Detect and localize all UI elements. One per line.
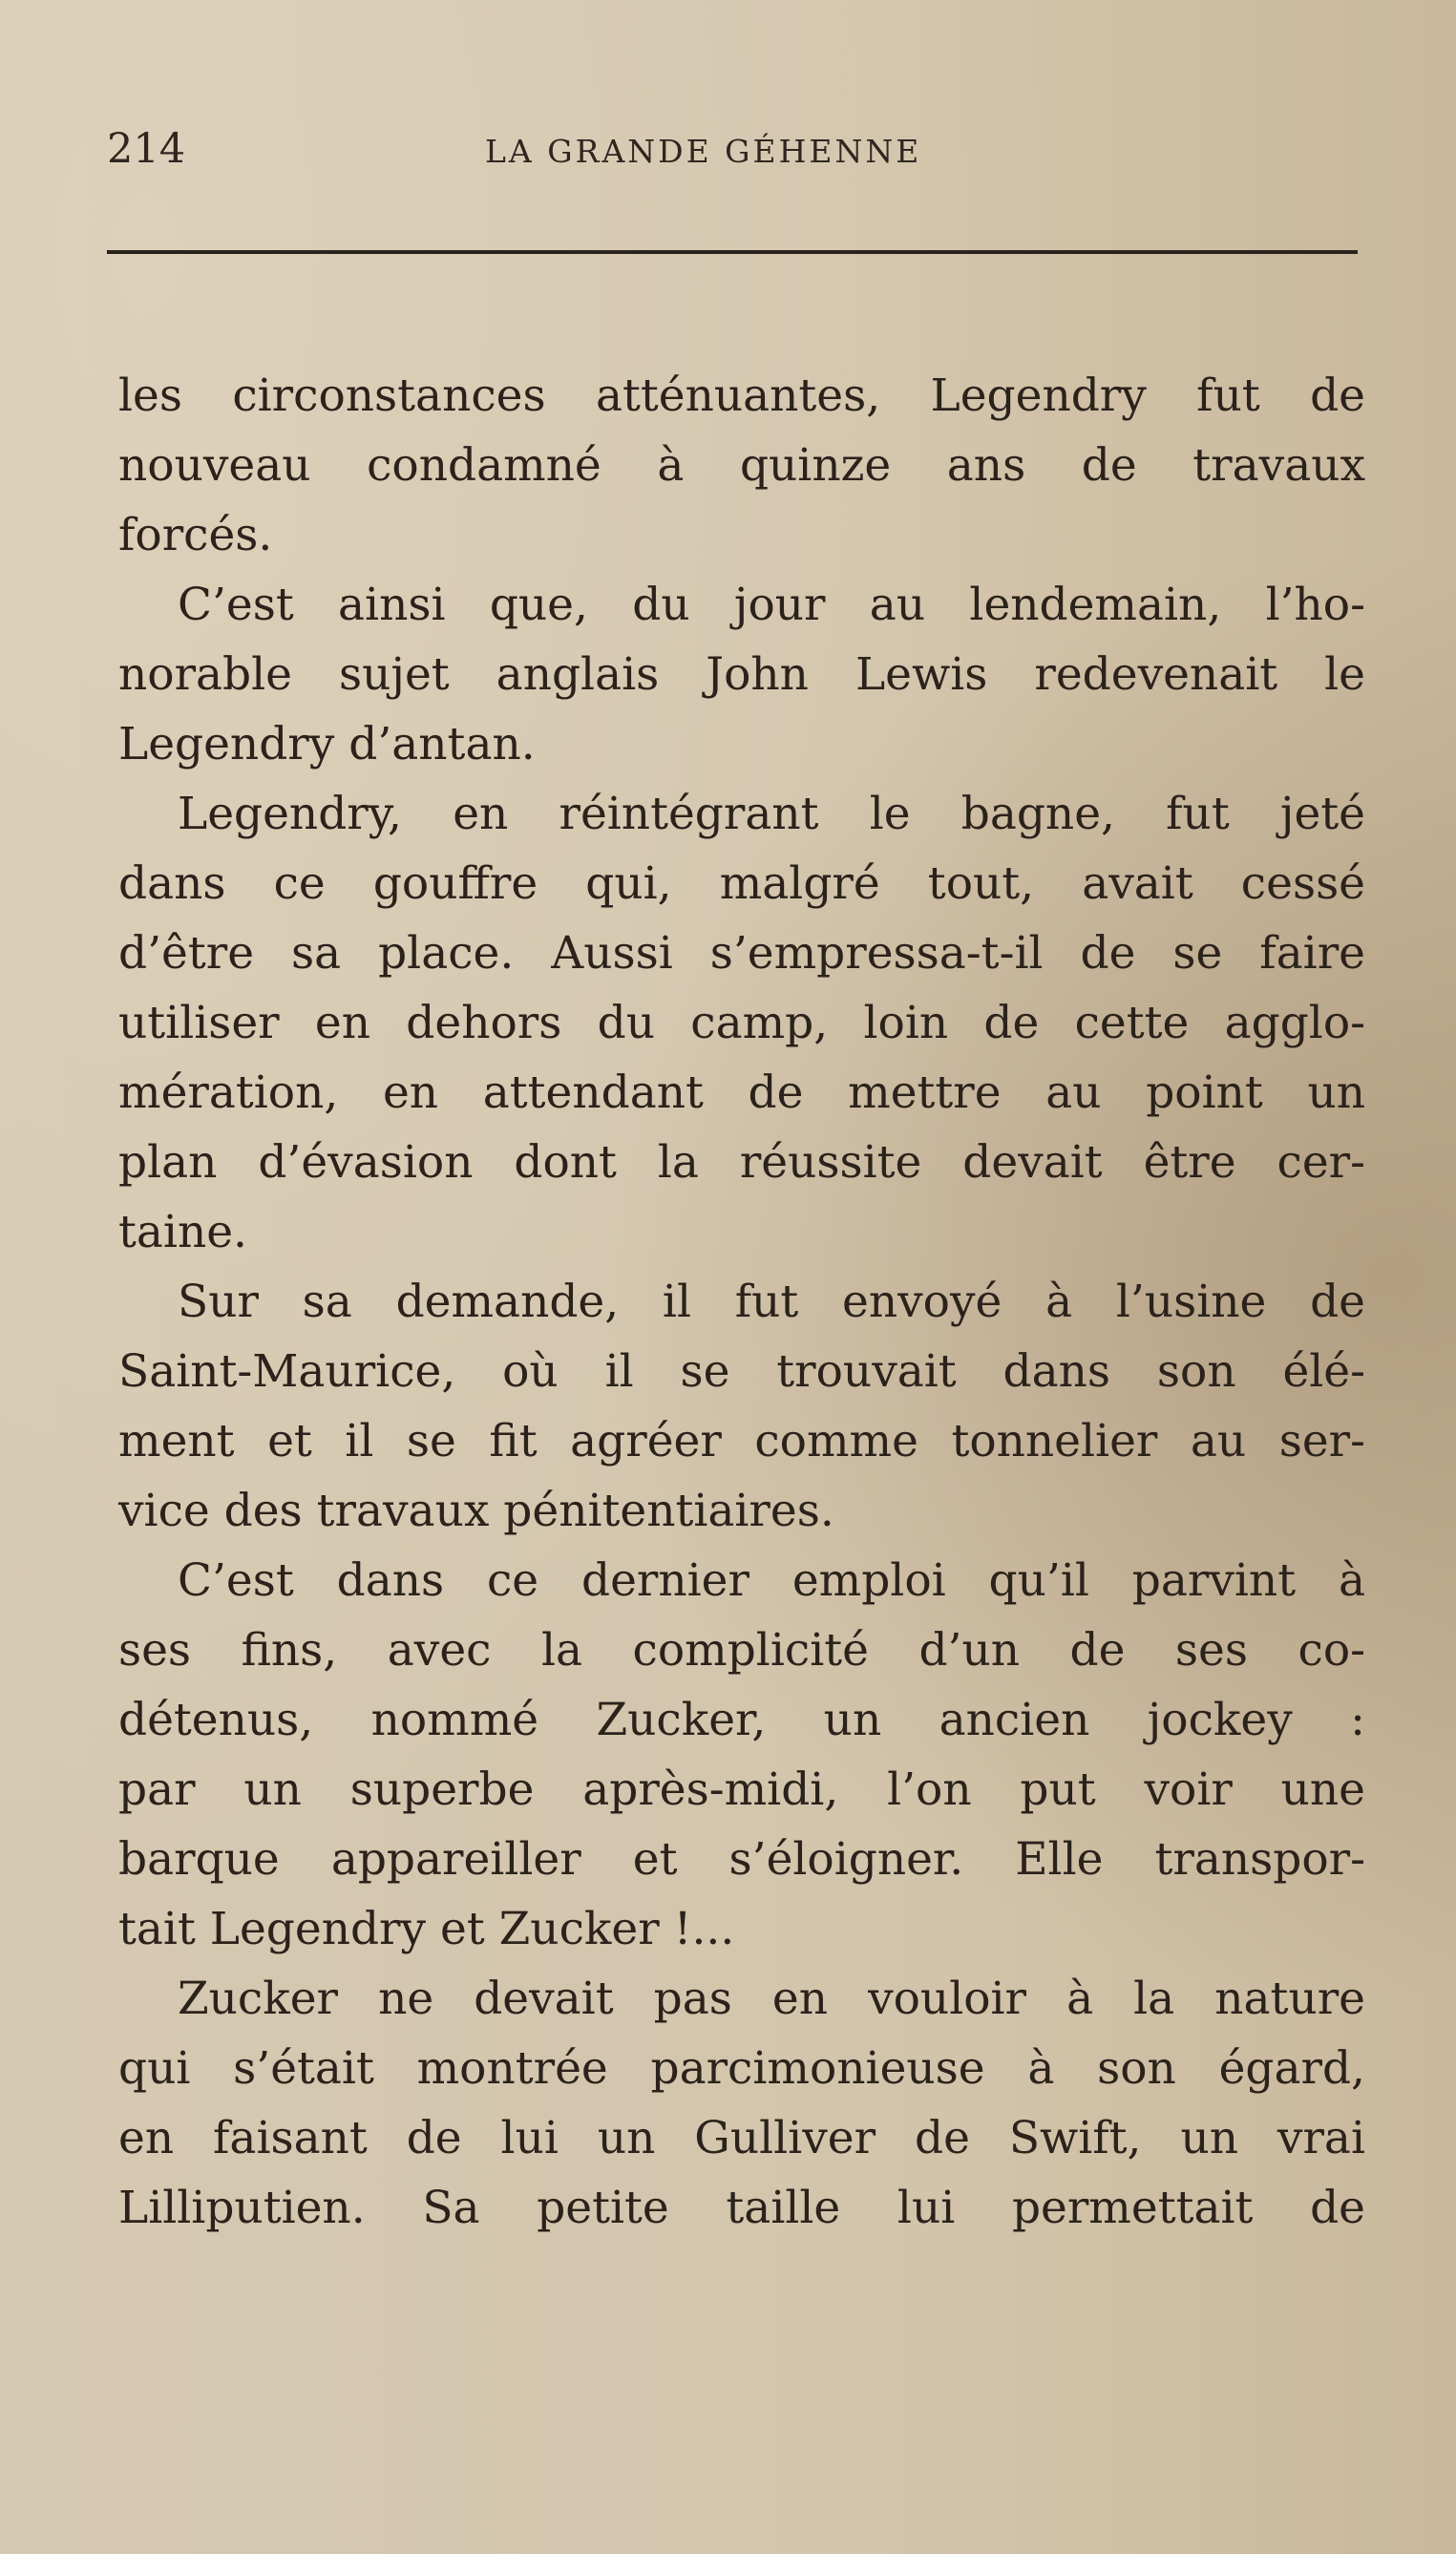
page-number: 214 [107,125,186,173]
text-line: Legendry, en réintégrant le bagne, fut jeté [178,788,1365,840]
text-line: en faisant de lui un Gulliver de Swift, un vrai [118,2112,1365,2164]
running-title: LA GRANDE GÉHENNE [485,133,922,170]
text-line: d’être sa place. Aussi s’empressa-t-il de se faire [118,927,1365,980]
text-line: mération, en attendant de mettre au point un [118,1066,1365,1119]
text-line: taine. [118,1206,247,1258]
text-line: Zucker ne devait pas en vouloir à la nature [178,1973,1365,2025]
paragraph [118,779,1365,1267]
text-line: qui s’était montrée parcimonieuse à son égard, [118,2042,1365,2095]
text-line: plan d’évasion dont la réussite devait être cer- [118,1136,1365,1189]
text-line: C’est ainsi que, du jour au lendemain, l’ho- [178,579,1365,631]
text-line: par un superbe après-midi, l’on put voir une [118,1763,1365,1816]
text-line: barque appareiller et s’éloigner. Elle transpor- [118,1833,1365,1886]
paragraph [118,1267,1365,1546]
paragraph [118,1546,1365,1964]
text-line: Lilliputien. Sa petite taille lui permettait de [118,2182,1365,2234]
header-rule [107,250,1358,254]
text-line: forcés. [118,509,273,561]
page-header [107,122,1358,176]
text-line: ment et il se fit agréer comme tonnelier au ser- [118,1415,1365,1467]
text-line: les circonstances atténuantes, Legendry fut de [118,369,1365,422]
text-line: Saint-Maurice, où il se trouvait dans son élé- [118,1345,1365,1398]
text-line: utiliser en dehors du camp, loin de cette agglo- [118,997,1365,1049]
text-line: tait Legendry et Zucker !... [118,1903,735,1955]
paragraph [118,570,1365,779]
text-line: Sur sa demande, il fut envoyé à l’usine de [178,1276,1365,1328]
paragraph [118,361,1365,570]
text-line: Legendry d’antan. [118,718,536,770]
text-line: norable sujet anglais John Lewis redevenait le [118,648,1365,701]
text-line: ses fins, avec la complicité d’un de ses co- [118,1624,1365,1677]
text-line: dans ce gouffre qui, malgré tout, avait cessé [118,857,1365,910]
text-line: détenus, nommé Zucker, un ancien jockey : [118,1694,1365,1746]
text-line: C’est dans ce dernier emploi qu’il parvint à [178,1554,1365,1607]
text-line: vice des travaux pénitentiaires. [118,1485,834,1537]
paragraph [118,1964,1365,2243]
body-text [118,361,1365,2243]
text-line: nouveau condamné à quinze ans de travaux [118,439,1365,492]
